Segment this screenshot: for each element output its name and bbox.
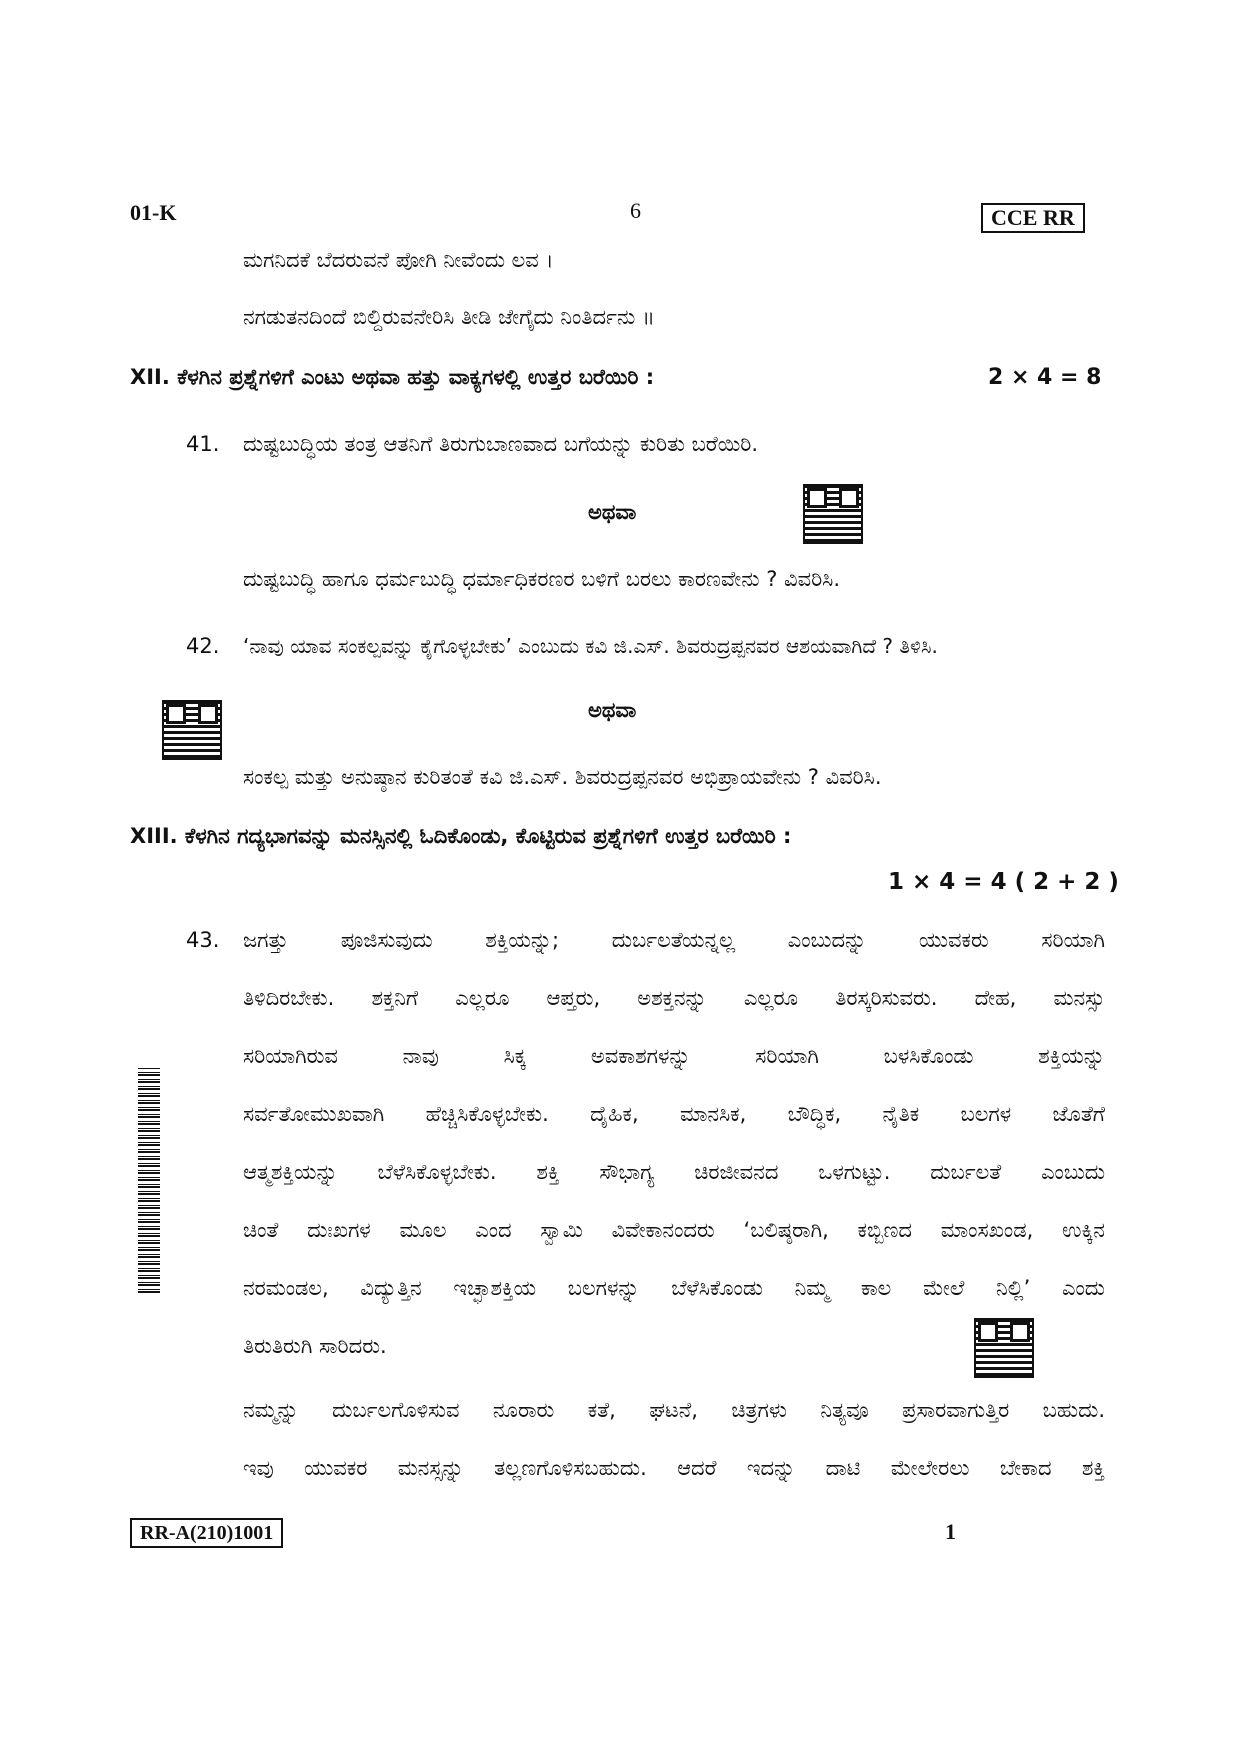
passage-line: ಸರಿಯಾಗಿರುವ ನಾವು ಸಿಕ್ಕ ಅವಕಾಶಗಳನ್ನು ಸರಿಯಾಗಿ ಬಳಸಿಕೊಂಡು ಶಕ್ತಿಯನ್ನು xyxy=(243,1044,1105,1068)
page-number: 6 xyxy=(630,198,641,223)
passage-line: ಚಿಂತೆ ದುಃಖಗಳ ಮೂಲ ಎಂದ ಸ್ವಾಮಿ ವಿವೇಕಾನಂದರು ‘ಬಲಿಷ್ಠರಾಗಿ, ಕಬ್ಬಿಣದ ಮಾಂಸಖಂಡ, ಉಕ್ಕಿನ xyxy=(243,1218,1105,1242)
section-xii-marks: 2 × 4 = 8 xyxy=(988,365,1102,390)
passage-line: ಜಗತ್ತು ಪೂಜಿಸುವುದು ಶಕ್ತಿಯನ್ನು; ದುರ್ಬಲತೆಯನ್ನಲ್ಲ ಎಂಬುದನ್ನು ಯುವಕರು ಸರಿಯಾಗಿ xyxy=(243,928,1105,952)
qr-code-2 xyxy=(162,700,222,760)
question-42-alternative: ಸಂಕಲ್ಪ ಮತ್ತು ಅನುಷ್ಠಾನ ಕುರಿತಂತೆ ಕವಿ ಜಿ.ಎಸ್. ಶಿವರುದ್ರಪ್ಪನವರ ಅಭಿಪ್ರಾಯವೇನು ? ವಿವರಿಸಿ. xyxy=(243,765,882,789)
passage-line: ತಿಳಿದಿರಬೇಕು. ಶಕ್ತನಿಗೆ ಎಲ್ಲರೂ ಆಪ್ತರು, ಅಶಕ್ತನನ್ನು ಎಲ್ಲರೂ ತಿರಸ್ಕರಿಸುವರು. ದೇಹ, ಮನಸ್ಸು xyxy=(243,986,1105,1010)
footer-page-number: 1 xyxy=(945,1519,956,1544)
section-xiii-marks: 1 × 4 = 4 ( 2 + 2 ) xyxy=(888,869,1119,895)
qr-code-1 xyxy=(803,484,863,544)
or-label-2: ಅಥವಾ xyxy=(588,698,637,722)
qr-code-3 xyxy=(974,1318,1034,1378)
passage-line: ನರಮಂಡಲ, ವಿದ್ಯುತ್ತಿನ ಇಚ್ಛಾಶಕ್ತಿಯ ಬಲಗಳನ್ನು ಬೆಳೆಸಿಕೊಂಡು ನಿಮ್ಮ ಕಾಲ ಮೇಲೆ ನಿಲ್ಲಿ’ ಎಂದು xyxy=(243,1276,1105,1300)
paper-code-right: CCE RR xyxy=(981,203,1085,233)
passage-last-line: ತಿರುತಿರುಗಿ ಸಾರಿದರು. xyxy=(243,1334,387,1358)
question-43-number: 43. xyxy=(186,928,220,952)
passage-line: ನಮ್ಮನ್ನು ದುರ್ಬಲಗೊಳಿಸುವ ನೂರಾರು ಕತೆ, ಘಟನೆ, ಚಿತ್ರಗಳು ನಿತ್ಯವೂ ಪ್ರಸಾರವಾಗುತ್ತಿರ ಬಹುದು. xyxy=(243,1398,1105,1422)
or-label-1: ಅಥವಾ xyxy=(588,500,637,524)
poem-line-1: ಮಗನಿದಕೆ ಬೆದರುವನೆ ಪೋಗಿ ನೀವೆಂದು ಲವ । xyxy=(243,248,554,272)
poem-line-2: ನಗಡುತನದಿಂದೆ ಬಿಲ್ದಿರುವನೇರಿಸಿ ತೀಡಿ ಜೇಗೈದು ನಿಂತಿರ್ದನು ॥ xyxy=(243,305,655,329)
passage-line: ಆತ್ಮಶಕ್ತಿಯನ್ನು ಬೆಳೆಸಿಕೊಳ್ಳಬೇಕು. ಶಕ್ತಿ ಸೌಭಾಗ್ಯ ಚಿರಜೀವನದ ಒಳಗುಟ್ಟು. ದುರ್ಬಲತೆ ಎಂಬುದು xyxy=(243,1160,1105,1184)
question-41-text: ದುಷ್ಟಬುದ್ಧಿಯ ತಂತ್ರ ಆತನಿಗೆ ತಿರುಗುಬಾಣವಾದ ಬಗೆಯನ್ನು ಕುರಿತು ಬರೆಯಿರಿ. xyxy=(243,432,759,456)
paper-code-left: 01-K xyxy=(130,200,177,225)
barcode xyxy=(138,1068,160,1293)
passage-line: ಇವು ಯುವಕರ ಮನಸ್ಸನ್ನು ತಲ್ಲಣಗೊಳಿಸಬಹುದು. ಆದರೆ ಇದನ್ನು ದಾಟಿ ಮೇಲೇರಲು ಬೇಕಾದ ಶಕ್ತಿ xyxy=(243,1456,1105,1480)
passage-line: ಸರ್ವತೋಮುಖವಾಗಿ ಹೆಚ್ಚಿಸಿಕೊಳ್ಳಬೇಕು. ದೈಹಿಕ, ಮಾನಸಿಕ, ಬೌದ್ಧಿಕ, ನೈತಿಕ ಬಲಗಳ ಜೊತೆಗೆ xyxy=(243,1102,1105,1126)
question-42-text: ‘ನಾವು ಯಾವ ಸಂಕಲ್ಪವನ್ನು ಕೈಗೊಳ್ಳಬೇಕು’ ಎಂಬುದು ಕವಿ ಜಿ.ಎಸ್. ಶಿವರುದ್ರಪ್ಪನವರ ಆಶಯವಾಗಿದೆ ? ತಿಳಿಸಿ. xyxy=(243,634,938,658)
question-41-alternative: ದುಷ್ಟಬುದ್ಧಿ ಹಾಗೂ ಧರ್ಮಬುದ್ಧಿ ಧರ್ಮಾಧಿಕರಣರ ಬಳಿಗೆ ಬರಲು ಕಾರಣವೇನು ? ವಿವರಿಸಿ. xyxy=(243,567,840,591)
passage-paragraph-2 xyxy=(243,1398,1105,1514)
question-41-number: 41. xyxy=(186,432,220,456)
footer-code: RR-A(210)1001 xyxy=(130,1518,283,1548)
section-xiii-title: XIII. ಕೆಳಗಿನ ಗದ್ಯಭಾಗವನ್ನು ಮನಸ್ಸಿನಲ್ಲಿ ಓದಿಕೊಂಡು, ಕೊಟ್ಟಿರುವ ಪ್ರಶ್ನೆಗಳಿಗೆ ಉತ್ತರ ಬರೆಯಿರಿ : xyxy=(130,824,792,848)
question-42-number: 42. xyxy=(186,634,220,658)
section-xii-title: XII. ಕೆಳಗಿನ ಪ್ರಶ್ನೆಗಳಿಗೆ ಎಂಟು ಅಥವಾ ಹತ್ತು ವಾಕ್ಯಗಳಲ್ಲಿ ಉತ್ತರ ಬರೆಯಿರಿ : xyxy=(130,365,655,389)
